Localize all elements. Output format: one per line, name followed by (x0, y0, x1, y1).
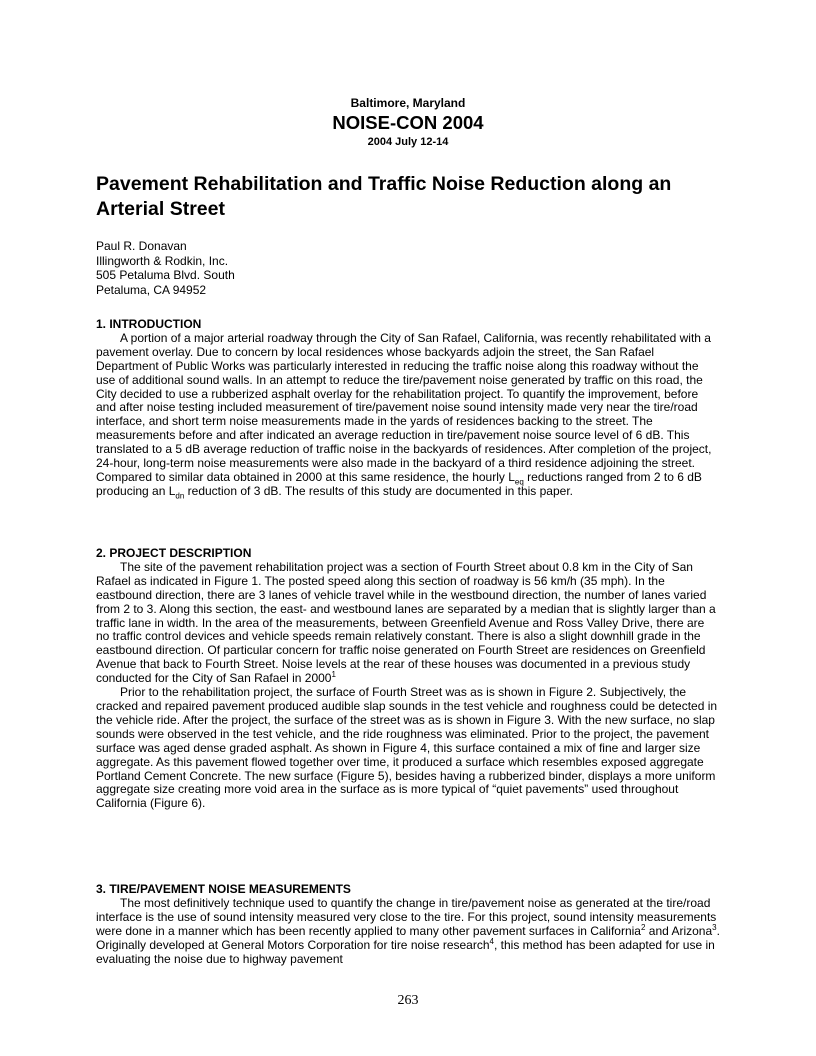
author-block (96, 239, 235, 297)
paragraph: The site of the pavement rehabilitation project was a section of Fourth Street about 0.8 km in the City of San Rafael as indicated in Figure 1. The posted speed along this section of roadway is 56 km/h (35 mph). In the eastbound direction, there are 3 lanes of vehicle travel while in the westbound direction, the number of lanes varied from 2 to 3. Along this section, the east- and westbound lanes are separated by a median that is slightly larger than a traffic lane in width. In the area of the measurements, between Greenfield Avenue and Ross Valley Drive, there are no traffic control devices and vehicle speeds remain relatively constant. There is also a slight downhill grade in the eastbound direction. Of particular concern for traffic noise generated on Fourth Street are residences on Greenfield Avenue that back to Fourth Street. Noise levels at the rear of these houses was documented in a previous study conducted for the City of San Rafael in 2000$^1$ (96, 559, 716, 686)
paragraph: A portion of a major arterial roadway through the City of San Rafael, California, was recently rehabilitated with a pavement overlay. Due to concern by local residences whose backyards adjoin the street, the San Rafael Department of Public Works was particularly interested in reducing the traffic noise along this roadway without the use of additional sound walls. In an attempt to reduce the tire/pavement noise generated by traffic on this road, the City decided to use a rubberized asphalt overlay for the rehabilitation project. To quantify the improvement, before and after noise testing included measurement of tire/pavement noise sound intensity made very near the tire/road interface, and short term noise measurements made in the yards of residences backing to the street. The measurements before and after indicated an average reduction in tire/pavement noise source level of 6 dB. This translated to a 5 dB average reduction of traffic noise in the backyards of residences. After completion of the project, 24-hour, long-term noise measurements were also made in the backyard of a third residence adjoining the street. Compared to similar data obtained in 2000 at this same residence, the hourly $L_{eq}$ reductions ranged from 2 to 6 dB producing an $L_{dn}$ reduction of 3 dB. The results of this study are documented in this paper. (96, 330, 712, 501)
author-address-line-1: 505 Petaluma Blvd. South (96, 268, 235, 282)
paragraph: Prior to the rehabilitation project, the surface of Fourth Street was as is shown in Figure 2. Subjectively, the cracked and repaired pavement produced audible slap sounds in the test vehicle and roughness could be detected in the vehicle ride. After the project, the surface of the street was as is shown in Figure 3. With the new surface, no slap sounds were observed in the test vehicle, and the ride roughness was eliminated. Prior to the project, the pavement surface was aged dense graded asphalt. As shown in Figure 4, this surface contained a mix of fine and larger size aggregate. As this pavement flowed together over time, it produced a surface which resembles exposed aggregate Portland Cement Concrete. The new surface (Figure 5), besides having a rubberized binder, displays a more uniform aggregate size creating more void area in the surface as is more typical of “quiet pavements” used throughout California (Figure 6). (96, 685, 718, 811)
conference-date: 2004 July 12-14 (367, 136, 449, 148)
author-address-line-2: Petaluma, CA 94952 (96, 282, 207, 297)
author-name: Paul R. Donavan (96, 239, 187, 253)
section-introduction (96, 318, 720, 499)
section-heading: 1. INTRODUCTION (96, 317, 202, 331)
section-project-description (96, 547, 720, 811)
author-organization: Illingworth & Rodkin, Inc. (96, 253, 229, 268)
page-number: 263 (397, 993, 419, 1008)
paper-title: Pavement Rehabilitation and Traffic Noise Reduction along an Arterial Street (96, 173, 672, 220)
conference-name: NOISE-CON 2004 (332, 112, 484, 133)
paragraph: The most definitively technique used to quantify the change in tire/pavement noise as generated at the tire/road interface is the use of sound intensity measured very close to the tire. For this project, sound intensity measurements were done in a manner which has been recently applied to many other pavement surfaces in California$^2$ and Arizona$^3$. Originally developed at General Motors Corporation for tire noise research$^4$, this method has been adapted for use in evaluating the noise due to highway pavement (96, 895, 720, 966)
conference-location: Baltimore, Maryland (350, 96, 466, 110)
section-tire-pavement-noise (96, 883, 720, 966)
section-heading: 2. PROJECT DESCRIPTION (96, 546, 252, 560)
section-heading: 3. TIRE/PAVEMENT NOISE MEASUREMENTS (96, 882, 351, 896)
